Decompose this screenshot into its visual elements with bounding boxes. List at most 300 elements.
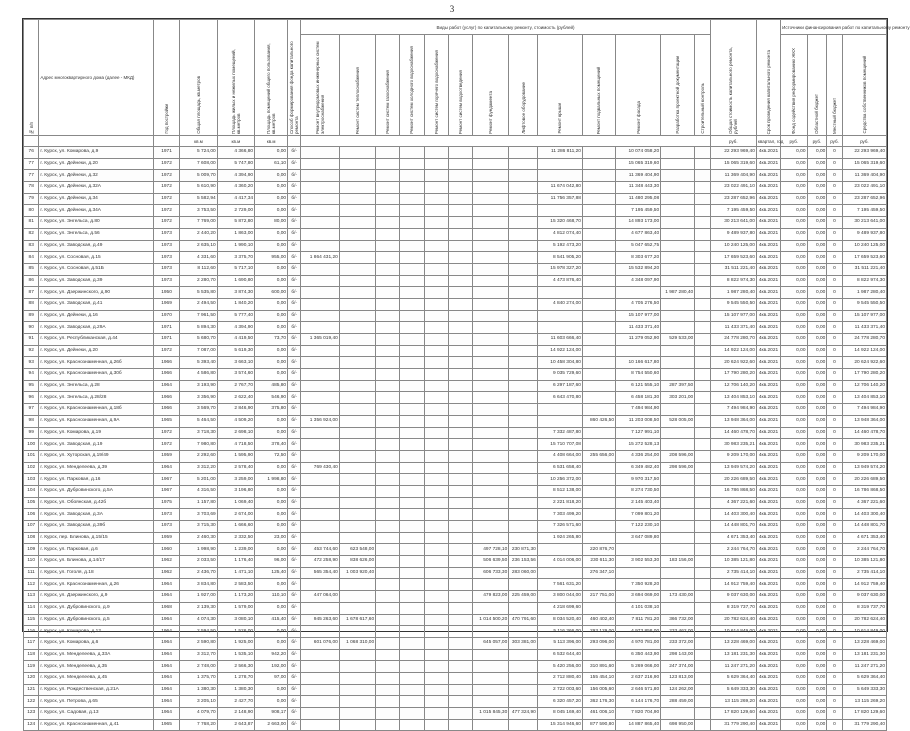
row-work-cost-4 [400,205,424,217]
row-work-cost-5 [424,310,448,322]
row-work-cost-3 [376,415,400,427]
row-work-cost-1: 769 430,40 [301,462,340,474]
row-source-local: 0 [827,415,842,427]
row-work-cost-6 [448,614,472,626]
row-source-regional: 0,00 [807,357,827,369]
row-source-fund: 0,00 [781,450,807,462]
row-work-cost-6 [448,275,472,287]
row-work-cost-3 [376,661,400,673]
row-number: 78 [24,182,39,194]
row-total-area: 3 718,30 [180,427,217,439]
row-source-fund: 0,00 [781,228,807,240]
row-work-cost-2 [339,591,375,603]
row-work-cost-2 [339,158,375,170]
row-common-area: 0,00 [255,240,288,252]
row-total-cost: 9 209 170,00 [710,450,756,462]
row-source-regional: 0,00 [807,474,827,486]
row-address: г. Курск, ул. Менделеева, д.45 [39,672,153,684]
table-row [24,193,887,205]
row-work-cost-8 [509,439,538,451]
row-year: 1964 [153,614,179,626]
row-source-local: 0 [827,193,842,205]
row-year: 1964 [153,696,179,708]
row-work-cost-9 [537,170,582,182]
row-work-cost-5 [424,228,448,240]
row-work-cost-6 [448,380,472,392]
row-living-area: 1 069,40 [217,497,254,509]
header-work-supervision: Строительный контроль [699,83,705,134]
row-address: г. Курск, ул. Краснознаменная, д.30б [39,369,153,381]
row-work-cost-13 [695,205,710,217]
row-total-area: 2 139,30 [180,602,217,614]
page-number: 3 [449,4,455,14]
row-work-cost-1 [301,602,340,614]
row-source-regional: 0,00 [807,205,827,217]
row-fund-method: б/- [288,450,301,462]
row-work-cost-13 [695,521,710,533]
header-source-regional: Областной бюджет [814,94,820,134]
row-work-cost-3 [376,147,400,159]
row-work-cost-8 [509,345,538,357]
row-source-local: 0 [827,170,842,182]
row-source-local: 0 [827,474,842,486]
row-work-cost-5 [424,369,448,381]
row-work-cost-9: 8 045 169,40 [537,708,582,720]
row-work-cost-2 [339,287,375,299]
row-source-owners: 23 287 652,96 [842,193,886,205]
row-work-cost-13 [695,532,710,544]
row-work-cost-8: 303 381,00 [509,637,538,649]
row-year: 1964 [153,579,179,591]
row-common-area: 0,00 [255,322,288,334]
row-source-local: 0 [827,334,842,346]
row-work-cost-5 [424,345,448,357]
row-term: 4кв.2021 [756,357,780,369]
row-work-cost-13 [695,602,710,614]
row-total-cost: 13 949 574,20 [710,462,756,474]
row-work-cost-5 [424,334,448,346]
row-living-area: 3 375,70 [217,252,254,264]
row-work-cost-6 [448,626,472,638]
row-work-cost-3 [376,322,400,334]
row-work-cost-11: 7 099 801,20 [616,509,661,521]
row-source-owners: 17 790 280,20 [842,369,886,381]
row-total-area: 3 356,90 [180,392,217,404]
row-work-cost-10 [582,474,615,486]
header-no: № п/п [28,121,34,134]
row-work-cost-8: 470 791,60 [509,614,538,626]
row-work-cost-8 [509,672,538,684]
row-fund-method: б/- [288,334,301,346]
row-common-area: 0,00 [255,684,288,696]
row-fund-method: б/- [288,404,301,416]
row-work-cost-10 [582,579,615,591]
row-work-cost-6 [448,637,472,649]
row-year: 1964 [153,649,179,661]
row-work-cost-10 [582,193,615,205]
row-source-local: 0 [827,205,842,217]
row-number: 113 [24,591,39,603]
row-work-cost-3 [376,357,400,369]
row-number: 97 [24,404,39,416]
row-work-cost-3 [376,450,400,462]
row-source-owners: 1 987 280,40 [842,287,886,299]
row-address: г. Курск, ул. Сосновая, д.51Б [39,263,153,275]
row-total-cost: 4 671 353,40 [710,532,756,544]
row-total-cost: 13 948 364,00 [710,415,756,427]
row-work-cost-13 [695,719,710,731]
row-work-cost-5 [424,521,448,533]
row-number: 106 [24,509,39,521]
row-source-fund: 0,00 [781,579,807,591]
row-work-cost-8 [509,719,538,731]
row-total-area: 7 980,80 [180,439,217,451]
row-term: 4кв.2021 [756,544,780,556]
row-source-owners: 8 319 737,70 [842,602,886,614]
row-common-area: 600,00 [255,287,288,299]
row-work-cost-3 [376,567,400,579]
row-fund-method: б/- [288,684,301,696]
row-total-area: 2 033,50 [180,556,217,568]
row-source-regional: 0,00 [807,228,827,240]
row-work-cost-13 [695,345,710,357]
row-work-cost-12: 173 430,00 [661,591,695,603]
row-common-area: 0,00 [255,427,288,439]
row-work-cost-4 [400,591,424,603]
row-fund-method: б/- [288,579,301,591]
row-common-area: 23,00 [255,532,288,544]
row-work-cost-4 [400,158,424,170]
row-term: 4кв.2021 [756,591,780,603]
row-work-cost-1 [301,275,340,287]
row-work-cost-7 [472,684,508,696]
row-term: 4кв.2021 [756,532,780,544]
row-source-regional: 0,00 [807,415,827,427]
row-work-cost-9: 6 532 644,40 [537,649,582,661]
row-year: 1970 [153,310,179,322]
row-work-cost-2 [339,275,375,287]
row-source-regional: 0,00 [807,158,827,170]
row-term: 4кв.2021 [756,322,780,334]
row-work-cost-7 [472,427,508,439]
row-work-cost-1: 1 356 924,00 [301,415,340,427]
row-source-local: 0 [827,298,842,310]
row-common-area: 0,00 [255,579,288,591]
row-work-cost-12 [661,439,695,451]
row-work-cost-8 [509,275,538,287]
row-work-cost-5 [424,485,448,497]
row-work-cost-11: 15 065 319,60 [616,158,661,170]
row-work-cost-1: 1 365 019,40 [301,334,340,346]
row-work-cost-12: 298 596,00 [661,462,695,474]
row-work-cost-10 [582,275,615,287]
row-address: г. Курск, ул. Республиканская, д.44 [39,334,153,346]
row-work-cost-8 [509,532,538,544]
row-work-cost-6 [448,696,472,708]
row-work-cost-11: 3 902 553,30 [616,556,661,568]
row-work-cost-7 [472,322,508,334]
row-address: г. Курск, ул. Заводская, д.41 [39,298,153,310]
row-work-cost-3 [376,427,400,439]
row-source-owners: 13 228 469,00 [842,637,886,649]
row-work-cost-1 [301,240,340,252]
row-work-cost-5 [424,404,448,416]
row-number: 103 [24,474,39,486]
row-work-cost-6 [448,591,472,603]
row-work-cost-13 [695,380,710,392]
row-work-cost-10 [582,217,615,229]
row-work-cost-4 [400,415,424,427]
row-work-cost-4 [400,334,424,346]
row-term: 4кв.2021 [756,287,780,299]
row-work-cost-5 [424,556,448,568]
row-term: 4кв.2021 [756,602,780,614]
row-year: 1971 [153,147,179,159]
table-row [24,591,887,603]
header-common-area: Площадь помещений общего пользования, кв.метров [266,43,277,134]
row-work-cost-11: 6 144 176,70 [616,696,661,708]
row-address: г. Курск, ул. Менделеева, д.39 [39,462,153,474]
row-work-cost-1 [301,263,340,275]
row-number: 82 [24,228,39,240]
row-work-cost-7 [472,649,508,661]
row-work-cost-9: 11 286 811,20 [537,147,582,159]
header-source-local: Местный бюджет [832,98,838,134]
row-work-cost-10: 156 005,60 [582,684,615,696]
row-source-local: 0 [827,591,842,603]
row-source-regional: 0,00 [807,497,827,509]
row-work-cost-7: 497 728,10 [472,544,508,556]
row-common-area: 0,00 [255,497,288,509]
row-number: 84 [24,252,39,264]
row-source-local: 0 [827,252,842,264]
row-year: 1965 [153,719,179,731]
row-living-area: 1 925,00 [217,637,254,649]
row-work-cost-2 [339,708,375,720]
row-source-regional: 0,00 [807,322,827,334]
row-work-cost-7 [472,497,508,509]
row-work-cost-6 [448,287,472,299]
row-total-cost: 11 369 404,90 [710,170,756,182]
row-work-cost-1: 472 258,90 [301,556,340,568]
row-number: 93 [24,357,39,369]
row-work-cost-8: 236 153,56 [509,556,538,568]
row-work-cost-2 [339,182,375,194]
row-source-owners: 9 209 170,00 [842,450,886,462]
row-work-cost-8 [509,626,538,638]
row-number: 123 [24,708,39,720]
row-work-cost-11: 6 458 181,30 [616,392,661,404]
row-work-cost-4 [400,147,424,159]
row-year: 1962 [153,567,179,579]
header-work-sewage: Ремонт систем водоотведения [457,69,463,134]
row-year: 1965 [153,415,179,427]
row-work-cost-6 [448,182,472,194]
row-work-cost-3 [376,708,400,720]
row-work-cost-11: 11 480 295,08 [616,193,661,205]
row-work-cost-4 [400,579,424,591]
row-term: 4кв.2021 [756,626,780,638]
row-work-cost-6 [448,158,472,170]
row-work-cost-6 [448,427,472,439]
table-row [24,392,887,404]
row-work-cost-12 [661,158,695,170]
row-total-area: 1 157,80 [180,497,217,509]
row-work-cost-5 [424,532,448,544]
row-source-local: 0 [827,708,842,720]
row-address: г. Курск, ул. Дзержинского, д.9 [39,591,153,603]
row-source-local: 0 [827,240,842,252]
row-work-cost-2 [339,719,375,731]
row-work-cost-7 [472,532,508,544]
row-work-cost-1 [301,228,340,240]
row-work-cost-6 [448,532,472,544]
row-work-cost-1 [301,205,340,217]
row-term: 4кв.2021 [756,310,780,322]
row-number: 89 [24,310,39,322]
row-term: 4кв.2021 [756,450,780,462]
header-living-area: Площадь жилых и нежилых помещений, кв.метров [230,49,241,134]
table-row [24,719,887,731]
row-address: г. Курск, ул. Заводская, д.39б [39,521,153,533]
row-work-cost-11: 3 694 069,00 [616,591,661,603]
header-year: Год постройки [164,104,170,134]
row-address: г. Курск, ул. Обоянская, д.42б [39,497,153,509]
row-number: 104 [24,485,39,497]
row-work-cost-3 [376,719,400,731]
row-work-cost-2 [339,602,375,614]
row-term: 4кв.2021 [756,380,780,392]
table-body [24,147,887,731]
row-common-area: 0,00 [255,263,288,275]
row-source-local: 0 [827,684,842,696]
row-work-cost-10 [582,298,615,310]
row-work-cost-7 [472,450,508,462]
row-source-regional: 0,00 [807,672,827,684]
row-year: 1973 [153,263,179,275]
row-work-cost-5 [424,637,448,649]
table-row [24,556,887,568]
row-work-cost-3 [376,170,400,182]
row-fund-method: б/- [288,719,301,731]
row-source-owners: 14 403 300,40 [842,509,886,521]
row-work-cost-10 [582,649,615,661]
row-common-area: 0,00 [255,345,288,357]
row-work-cost-10: 860 426,50 [582,415,615,427]
row-source-regional: 0,00 [807,602,827,614]
row-work-cost-1 [301,147,340,159]
row-term: 4кв.2021 [756,275,780,287]
row-total-cost: 17 790 280,20 [710,369,756,381]
row-term: 4кв.2021 [756,439,780,451]
row-work-cost-8 [509,415,538,427]
row-total-cost: 14 448 801,70 [710,521,756,533]
row-work-cost-5 [424,614,448,626]
row-term: 4кв.2021 [756,252,780,264]
row-source-fund: 0,00 [781,205,807,217]
row-work-cost-11: 7 494 984,90 [616,404,661,416]
row-work-cost-8: 477 324,90 [509,708,538,720]
row-total-area: 4 074,30 [180,614,217,626]
row-year: 1973 [153,521,179,533]
row-total-cost: 8 822 974,30 [710,275,756,287]
row-address: г. Курск, ул. Заводская, д.3А [39,509,153,521]
row-work-cost-11: 9 970 317,50 [616,474,661,486]
row-total-cost: 1 987 280,40 [710,287,756,299]
row-source-regional: 0,00 [807,696,827,708]
row-source-owners: 30 983 235,21 [842,439,886,451]
row-work-cost-12 [661,544,695,556]
row-fund-method: б/- [288,380,301,392]
row-work-cost-4 [400,708,424,720]
row-source-regional: 0,00 [807,170,827,182]
row-work-cost-5 [424,240,448,252]
row-work-cost-1 [301,696,340,708]
row-work-cost-12 [661,485,695,497]
row-source-local: 0 [827,462,842,474]
row-source-regional: 0,00 [807,591,827,603]
row-work-cost-7 [472,369,508,381]
row-work-cost-8 [509,310,538,322]
row-work-cost-13 [695,579,710,591]
row-common-area: 0,00 [255,310,288,322]
row-work-cost-9 [537,310,582,322]
row-living-area: 2 846,90 [217,404,254,416]
row-fund-method: б/- [288,310,301,322]
row-work-cost-9: 10 256 372,00 [537,474,582,486]
row-year: 1966 [153,357,179,369]
header-work-basement: Ремонт подвальных помещений [596,66,602,134]
row-year: 1968 [153,602,179,614]
row-work-cost-6 [448,357,472,369]
table-row [24,649,887,661]
row-living-area: 1 176,40 [217,556,254,568]
row-source-fund: 0,00 [781,672,807,684]
row-term: 4кв.2021 [756,217,780,229]
row-work-cost-10: 310 891,60 [582,661,615,673]
unit-area: кв.м [255,136,288,147]
row-source-owners: 13 948 364,00 [842,415,886,427]
row-total-cost: 10 240 125,00 [710,240,756,252]
row-work-cost-7 [472,275,508,287]
row-work-cost-3 [376,345,400,357]
row-total-area: 1 998,90 [180,544,217,556]
row-year: 1973 [153,275,179,287]
row-work-cost-9: 5 420 256,00 [537,661,582,673]
table-row [24,228,887,240]
row-work-cost-3 [376,474,400,486]
row-source-fund: 0,00 [781,275,807,287]
row-term: 4кв.2021 [756,334,780,346]
row-work-cost-4 [400,602,424,614]
row-work-cost-4 [400,275,424,287]
row-fund-method: б/- [288,205,301,217]
row-source-owners: 4 671 353,40 [842,532,886,544]
row-work-cost-8 [509,193,538,205]
row-term: 4кв.2021 [756,427,780,439]
row-work-cost-1 [301,661,340,673]
row-year: 1971 [153,334,179,346]
row-fund-method: б/- [288,556,301,568]
row-work-cost-7 [472,345,508,357]
row-source-fund: 0,00 [781,614,807,626]
row-term: 4кв.2021 [756,719,780,731]
row-work-cost-7 [472,509,508,521]
header-work-design-docs: Разработка проектной документации [675,56,681,134]
header-source-fund: Фонд содействия реформированию ЖКХ [791,47,797,134]
row-fund-method: б/- [288,474,301,486]
row-term: 4кв.2021 [756,147,780,159]
